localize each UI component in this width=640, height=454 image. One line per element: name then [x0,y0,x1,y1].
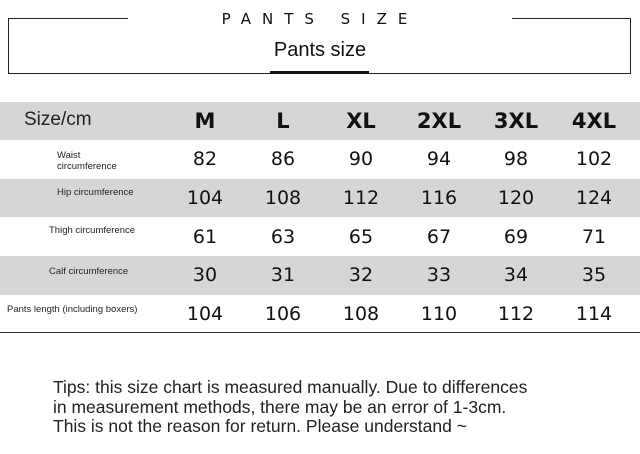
table-cell: 108 [264,187,302,210]
table-cell: 106 [264,303,302,326]
size-header-m: M [194,109,216,133]
table-cell: 112 [497,303,535,326]
table-cell: 94 [426,148,452,171]
table-cell: 86 [270,148,296,171]
table-cell: 98 [503,148,529,171]
size-table [0,102,640,333]
table-cell: 65 [348,225,374,248]
table-row-calf [0,256,640,295]
table-cell: 112 [342,187,380,210]
table-cell: 71 [581,225,607,248]
table-cell: 104 [186,303,224,326]
table-cell: 110 [420,303,458,326]
table-row-length [0,295,640,334]
table-cell: 32 [348,264,374,287]
tips-line-3: This is not the reason for return. Please understand ~ [53,416,467,436]
table-cell: 82 [192,148,218,171]
table-cell: 120 [497,187,535,210]
table-row-hip [0,179,640,218]
row-label-thigh: Thigh circumference [49,225,136,237]
size-unit-label: Size/cm [24,109,92,130]
size-header-l: L [276,109,290,133]
table-cell: 116 [420,187,458,210]
table-cell: 69 [503,225,529,248]
table-cell: 35 [581,264,607,287]
table-header-row [0,102,640,140]
tips-note [53,378,613,437]
size-header-3xl: 3XL [493,109,539,133]
table-cell: 31 [270,264,296,287]
table-row-waist [0,140,640,179]
table-cell: 114 [575,303,613,326]
size-header-xl: XL [346,109,376,133]
table-cell: 61 [192,225,218,248]
table-cell: 90 [348,148,374,171]
table-cell: 124 [575,187,613,210]
table-cell: 67 [426,225,452,248]
table-cell: 63 [270,225,296,248]
table-cell: 33 [426,264,452,287]
page-subtitle: Pants size [273,39,367,61]
page-title: PANTS SIZE [128,9,512,29]
row-label-calf: Calf circumference [49,266,129,278]
size-header-2xl: 2XL [416,109,462,133]
table-bottom-rule [0,332,640,333]
tips-line-2: in measurement methods, there may be an error of 1-3cm. [53,396,507,417]
subtitle-underline [270,71,369,74]
row-label-waist: Waist circumference [57,150,117,172]
table-cell: 108 [342,303,380,326]
size-header-4xl: 4XL [571,109,617,133]
row-label-length: Pants length (including boxers) [7,303,138,315]
table-cell: 104 [186,187,224,210]
row-label-hip: Hip circumference [57,186,134,198]
table-cell: 30 [192,264,218,287]
table-cell: 102 [575,148,613,171]
table-cell: 34 [503,264,529,287]
table-row-thigh [0,217,640,256]
tips-line-1: Tips: this size chart is measured manually. Due to differences [53,377,528,397]
